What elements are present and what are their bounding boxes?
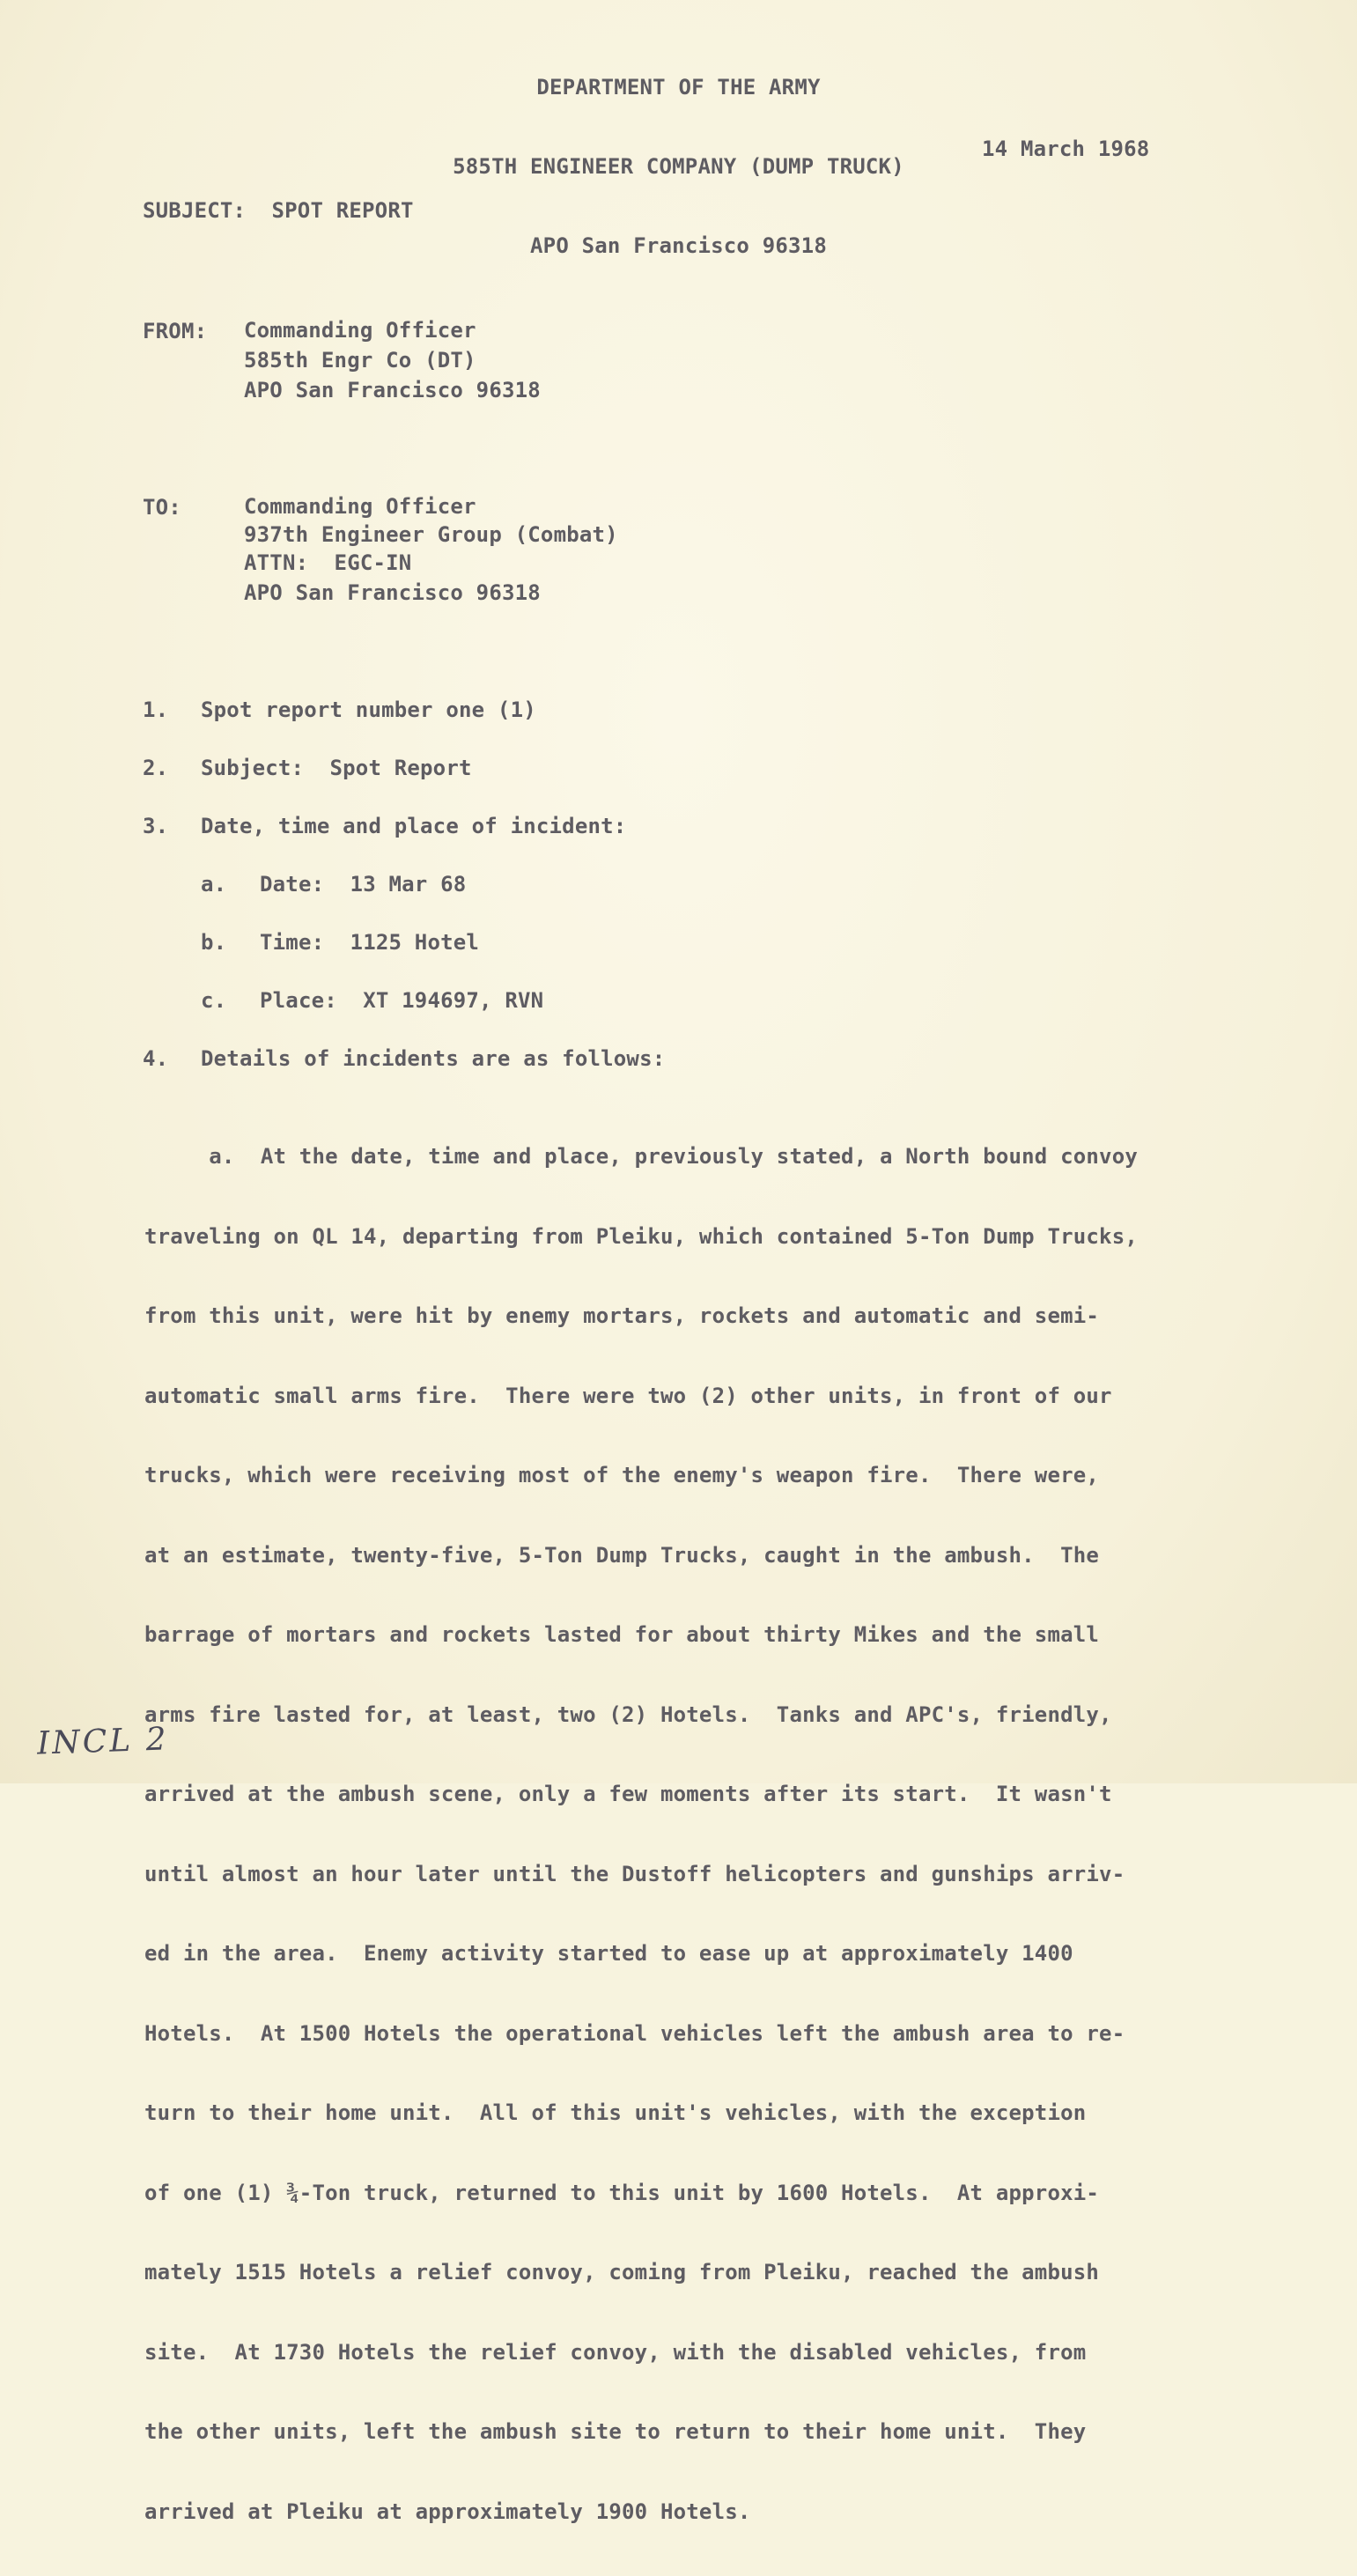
from-line-1: Commanding Officer <box>244 318 476 343</box>
item-4-number: 4. <box>143 1046 169 1071</box>
subitem-c-letter: c. <box>201 988 227 1013</box>
details-line: automatic small arms fire. There were two (2) other units, in front of our <box>144 1383 1112 1408</box>
from-line-3: APO San Francisco 96318 <box>244 378 541 402</box>
item-3-text: Date, time and place of incident: <box>201 814 627 838</box>
subitem-c-text: Place: XT 194697, RVN <box>260 988 544 1013</box>
to-label: TO: <box>143 495 181 520</box>
details-line: traveling on QL 14, departing from Pleiku, which contained 5-Ton Dump Trucks, <box>144 1223 1138 1249</box>
handwritten-enclosure-note: INCL 2 <box>36 1721 170 1762</box>
document-date: 14 March 1968 <box>982 137 1150 161</box>
details-line: arms fire lasted for, at least, two (2) Hotels. Tanks and APC's, friendly, <box>144 1701 1112 1727</box>
details-line: arrived at Pleiku at approximately 1900 Hotels. <box>144 2498 751 2524</box>
letterhead-line-2: 585TH ENGINEER COMPANY (DUMP TRUCK) <box>453 154 904 179</box>
details-line: turn to their home unit. All of this unit's vehicles, with the exception <box>144 2100 1087 2125</box>
subject-line: SUBJECT: SPOT REPORT <box>143 198 414 223</box>
to-line-2: 937th Engineer Group (Combat) <box>244 522 618 547</box>
item-2-text: Subject: Spot Report <box>201 756 472 780</box>
details-line: of one (1) ¾-Ton truck, returned to this unit by 1600 Hotels. At approxi- <box>144 2180 1100 2205</box>
item-3-number: 3. <box>143 814 169 838</box>
details-line: barrage of mortars and rockets lasted for about thirty Mikes and the small <box>144 1622 1100 1647</box>
item-2-number: 2. <box>143 756 169 780</box>
details-line: arrived at the ambush scene, only a few moments after its start. It wasn't <box>144 1782 1112 1806</box>
item-1-text: Spot report number one (1) <box>201 698 536 722</box>
details-line: a. At the date, time and place, previously stated, a North bound convoy <box>144 1144 1138 1169</box>
details-line: the other units, left the ambush site to return to their home unit. They <box>144 2419 1087 2444</box>
details-line: site. At 1730 Hotels the relief convoy, with the disabled vehicles, from <box>144 2339 1087 2365</box>
item-1-number: 1. <box>143 698 169 722</box>
from-line-2: 585th Engr Co (DT) <box>244 348 476 373</box>
to-line-1: Commanding Officer <box>244 494 476 519</box>
item-4-text: Details of incidents are as follows: <box>201 1046 666 1071</box>
details-line: until almost an hour later until the Dustoff helicopters and gunships arriv- <box>144 1861 1125 1886</box>
from-label: FROM: <box>143 319 208 343</box>
details-line: ed in the area. Enemy activity started to ease up at approximately 1400 <box>144 1941 1073 1966</box>
details-line: Hotels. At 1500 Hotels the operational vehicles left the ambush area to re- <box>144 2020 1125 2046</box>
letterhead <box>0 23 1357 310</box>
details-line: trucks, which were receiving most of the enemy's weapon fire. There were, <box>144 1463 1100 1487</box>
to-line-4: APO San Francisco 96318 <box>244 580 541 605</box>
details-line: mately 1515 Hotels a relief convoy, coming from Pleiku, reached the ambush <box>144 2260 1100 2284</box>
subitem-b-text: Time: 1125 Hotel <box>260 930 480 955</box>
details-line: at an estimate, twenty-five, 5-Ton Dump Trucks, caught in the ambush. The <box>144 1542 1100 1568</box>
details-paragraph <box>144 1092 1261 2576</box>
letterhead-line-1: DEPARTMENT OF THE ARMY <box>536 75 821 100</box>
letterhead-line-3: APO San Francisco 96318 <box>530 233 827 258</box>
subitem-b-letter: b. <box>201 930 227 955</box>
subitem-a-letter: a. <box>201 872 227 897</box>
subitem-a-text: Date: 13 Mar 68 <box>260 872 467 897</box>
details-line: from this unit, were hit by enemy mortars, rockets and automatic and semi- <box>144 1303 1100 1328</box>
to-line-3: ATTN: EGC-IN <box>244 550 412 575</box>
